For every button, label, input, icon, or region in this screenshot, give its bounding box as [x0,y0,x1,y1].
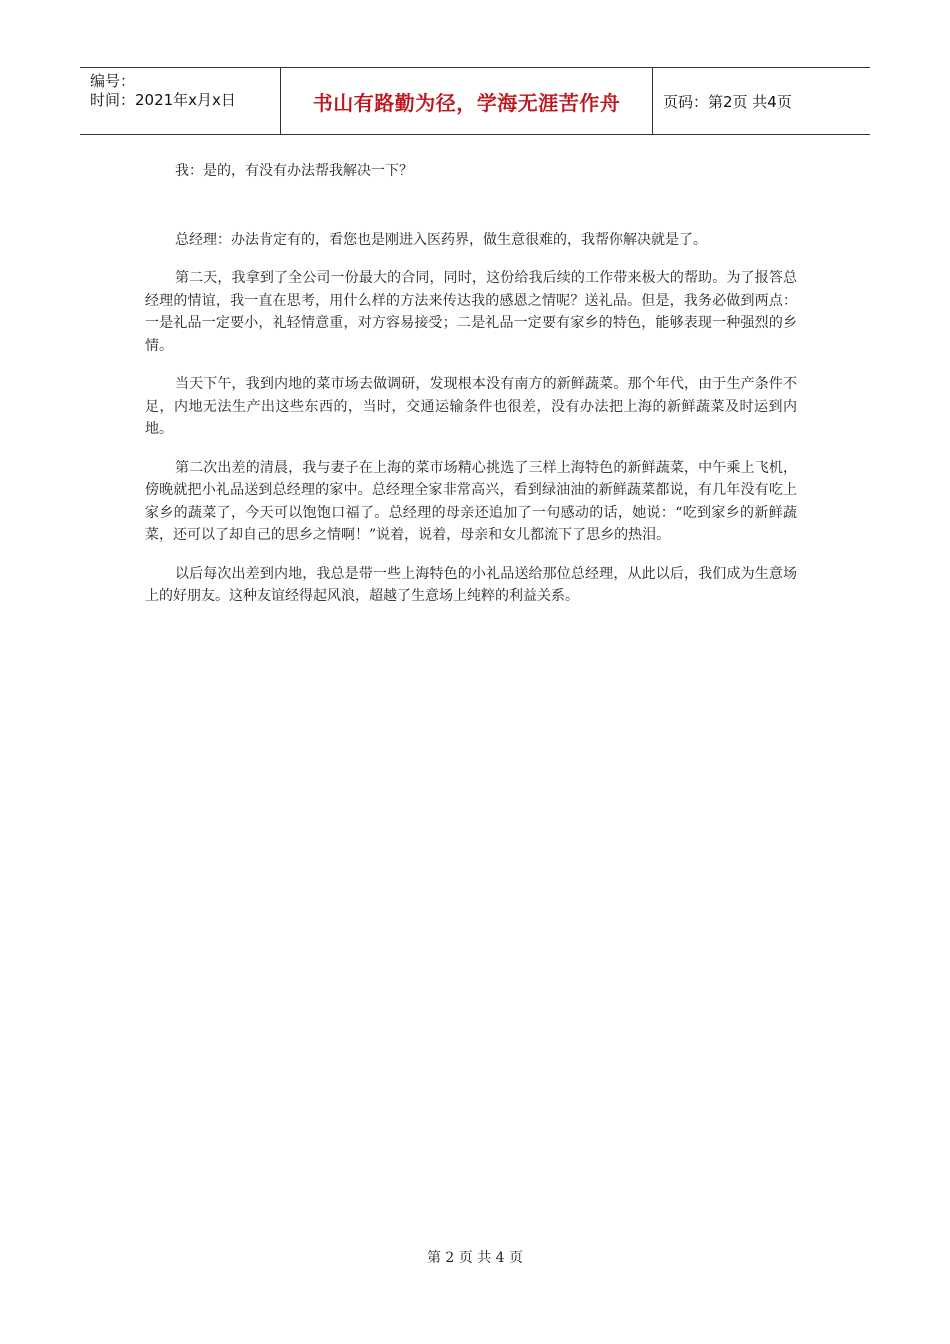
body-paragraph: 第二次出差的清晨，我与妻子在上海的菜市场精心挑选了三样上海特色的新鲜蔬菜，中午乘上飞机，傍晚就把小礼品送到总经理的家中。总经理全家非常高兴，看到绿油油的新鲜蔬菜都说，有几年没有吃上家乡的蔬菜了，今天可以饱饱口福了。总经理的母亲还追加了一句感动的话，她说：“吃到家乡的新鲜蔬菜，还可以了却自己的思乡之情啊！”说着，说着，母亲和女儿都流下了思乡的热泪。 [145,459,797,543]
body-paragraph: 当天下午，我到内地的菜市场去做调研，发现根本没有南方的新鲜蔬菜。那个年代，由于生产条件不足，内地无法生产出这些东西的，当时，交通运输条件也很差，没有办法把上海的新鲜蔬菜及时运到内地。 [145,376,797,437]
body-paragraph: 我：是的，有没有办法帮我解决一下？ [175,163,413,179]
page-footer: 第 2 页 共 4 页 [426,1250,524,1266]
header-motto: 书山有路勤为径，学海无涯苦作舟 [281,68,653,134]
body-paragraph: 第二天，我拿到了全公司一份最大的合同，同时，这份给我后续的工作带来极大的帮助。为了报答总经理的情谊，我一直在思考，用什么样的方法来传达我的感恩之情呢？送礼品。但是，我务必做到两点：一是礼品一定要小，礼轻情意重，对方容易接受；二是礼品一定要有家乡的特色，能够表现一种强烈的乡情。 [145,270,797,354]
document-date-label: 时间：2021年x月x日 [90,91,236,109]
document-header [80,67,870,135]
body-paragraph: 总经理：办法肯定有的，看您也是刚进入医药界，做生意很难的，我帮你解决就是了。 [175,231,707,248]
document-number-label: 编号： [90,72,136,90]
header-page-code: 页码：第2页 共4页 [663,92,792,111]
document-body [145,160,797,624]
body-paragraph: 以后每次出差到内地，我总是带一些上海特色的小礼品送给那位总经理，从此以后，我们成为生意场上的好朋友。这种友谊经得起风浪，超越了生意场上纯粹的利益关系。 [145,565,797,604]
header-meta [80,68,281,134]
